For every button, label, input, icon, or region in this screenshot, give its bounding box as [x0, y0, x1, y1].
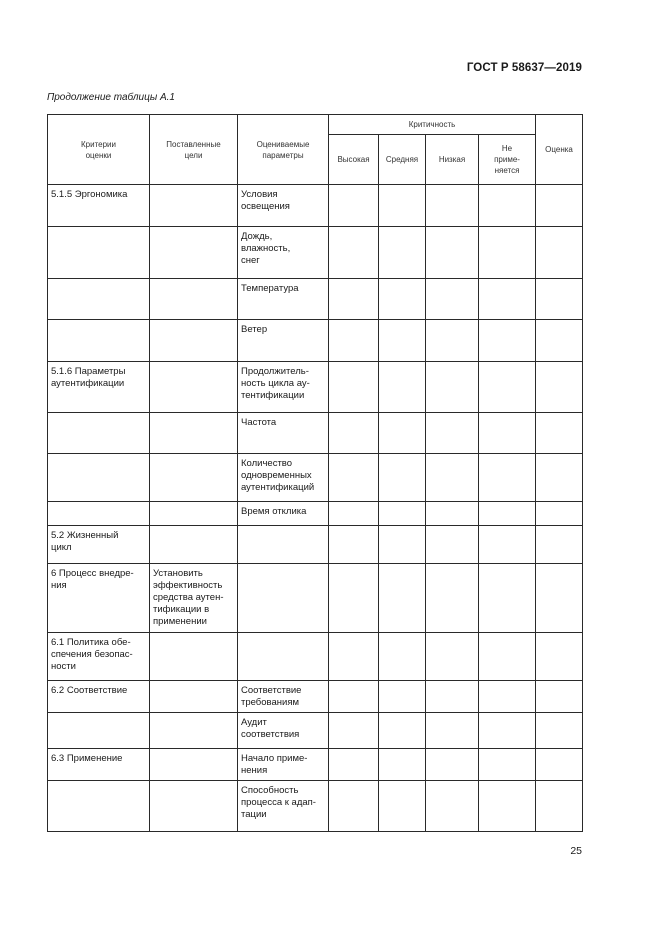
params-cell: [238, 454, 329, 502]
not-applicable-cell: [479, 681, 536, 713]
not-applicable-cell: [479, 227, 536, 279]
low-cell: [426, 279, 479, 320]
table-row: [48, 279, 583, 320]
criteria-cell: [48, 454, 150, 502]
high-cell: [329, 633, 379, 681]
high-cell: [329, 185, 379, 227]
criteria-cell-text: 6.3 Применение: [51, 753, 123, 764]
assessment-cell: [536, 185, 583, 227]
goals-cell: [150, 227, 238, 279]
low-cell: [426, 227, 479, 279]
medium-cell: [379, 749, 426, 781]
goals-cell: [150, 413, 238, 454]
params-cell: [238, 526, 329, 564]
assessment-cell: [536, 279, 583, 320]
medium-cell: [379, 227, 426, 279]
table-row: [48, 633, 583, 681]
params-cell-text: Температура: [241, 283, 299, 294]
low-cell: [426, 526, 479, 564]
goals-cell: [150, 362, 238, 413]
goals-cell-text: [150, 749, 237, 755]
medium-cell: [379, 681, 426, 713]
medium-cell: [379, 781, 426, 832]
params-cell-text: Время отклика: [241, 506, 307, 517]
low-cell: [426, 681, 479, 713]
page-number: 25: [570, 845, 582, 857]
low-cell: [426, 320, 479, 362]
params-cell-text: Количество одновременных аутентификаций: [241, 458, 315, 493]
not-applicable-cell: [479, 526, 536, 564]
high-cell: [329, 713, 379, 749]
not-applicable-cell: [479, 185, 536, 227]
goals-cell-text: [150, 781, 237, 787]
params-cell-text: [238, 526, 328, 532]
high-cell: [329, 749, 379, 781]
not-applicable-cell: [479, 781, 536, 832]
params-cell: [238, 564, 329, 633]
assessment-cell: [536, 502, 583, 526]
table-row: [48, 564, 583, 633]
table-row: [48, 526, 583, 564]
assessment-cell: [536, 413, 583, 454]
table-row: [48, 781, 583, 832]
table-row: [48, 502, 583, 526]
goals-cell: [150, 713, 238, 749]
high-cell: [329, 227, 379, 279]
params-cell-text: [238, 633, 328, 639]
goals-cell: [150, 185, 238, 227]
goals-cell: [150, 279, 238, 320]
criteria-cell-text: [48, 320, 149, 326]
criteria-cell-text: 6 Процесс внедре- ния: [51, 568, 134, 591]
params-cell-text: [238, 564, 328, 570]
criteria-cell: [48, 413, 150, 454]
params-cell: [238, 413, 329, 454]
goals-cell: [150, 320, 238, 362]
criteria-cell-text: [48, 713, 149, 719]
header-low: Низкая: [426, 135, 479, 185]
assessment-cell: [536, 454, 583, 502]
params-cell-text: Продолжитель- ность цикла ау- тентификации: [241, 366, 310, 401]
low-cell: [426, 362, 479, 413]
medium-cell: [379, 633, 426, 681]
criteria-cell: [48, 681, 150, 713]
criteria-cell-text: [48, 413, 149, 419]
goals-cell: [150, 526, 238, 564]
table-row: [48, 413, 583, 454]
criteria-cell: [48, 502, 150, 526]
table-row: [48, 227, 583, 279]
assessment-cell: [536, 713, 583, 749]
goals-cell-text: [150, 633, 237, 639]
params-cell: [238, 681, 329, 713]
table-row: [48, 454, 583, 502]
low-cell: [426, 502, 479, 526]
criteria-cell: [48, 320, 150, 362]
header-params: Оцениваемые параметры: [238, 115, 329, 185]
params-cell-text: Аудит соответствия: [241, 717, 300, 740]
high-cell: [329, 279, 379, 320]
goals-cell-text: [150, 362, 237, 368]
criteria-cell: [48, 227, 150, 279]
assessment-cell: [536, 362, 583, 413]
document-code: ГОСТ Р 58637—2019: [466, 62, 582, 74]
assessment-cell: [536, 526, 583, 564]
medium-cell: [379, 362, 426, 413]
criteria-cell: [48, 633, 150, 681]
params-cell-text: Дождь, влажность, снег: [241, 231, 291, 266]
low-cell: [426, 749, 479, 781]
goals-cell-text: [150, 502, 237, 508]
header-medium: Средняя: [379, 135, 426, 185]
params-cell: [238, 362, 329, 413]
params-cell-text: Способность процесса к адап- тации: [241, 785, 316, 820]
assessment-cell: [536, 633, 583, 681]
criteria-cell: [48, 564, 150, 633]
medium-cell: [379, 185, 426, 227]
medium-cell: [379, 279, 426, 320]
low-cell: [426, 713, 479, 749]
low-cell: [426, 564, 479, 633]
criteria-cell-text: 6.2 Соответствие: [51, 685, 128, 696]
medium-cell: [379, 413, 426, 454]
assessment-cell: [536, 681, 583, 713]
criteria-cell-text: 5.1.5 Эргономика: [51, 189, 128, 200]
criteria-cell-text: 5.1.6 Параметры аутентификации: [51, 366, 126, 389]
high-cell: [329, 362, 379, 413]
goals-cell-text: [150, 279, 237, 285]
high-cell: [329, 320, 379, 362]
header-criteria: Критерии оценки: [48, 115, 150, 185]
table-row: [48, 681, 583, 713]
not-applicable-cell: [479, 320, 536, 362]
high-cell: [329, 781, 379, 832]
not-applicable-cell: [479, 454, 536, 502]
params-cell: [238, 227, 329, 279]
not-applicable-cell: [479, 713, 536, 749]
params-cell-text: Частота: [241, 417, 277, 428]
low-cell: [426, 633, 479, 681]
params-cell-text: Условия освещения: [241, 189, 290, 212]
table-row: [48, 749, 583, 781]
params-cell: [238, 713, 329, 749]
evaluation-table: [47, 114, 583, 832]
header-goals: Поставленные цели: [150, 115, 238, 185]
goals-cell-text: [150, 413, 237, 419]
high-cell: [329, 454, 379, 502]
low-cell: [426, 413, 479, 454]
params-cell: [238, 781, 329, 832]
criteria-cell: [48, 362, 150, 413]
params-cell: [238, 633, 329, 681]
goals-cell-text: [150, 185, 237, 191]
assessment-cell: [536, 227, 583, 279]
table-body: [48, 185, 583, 832]
not-applicable-cell: [479, 633, 536, 681]
goals-cell: [150, 564, 238, 633]
goals-cell: [150, 633, 238, 681]
criteria-cell: [48, 749, 150, 781]
not-applicable-cell: [479, 279, 536, 320]
not-applicable-cell: [479, 502, 536, 526]
goals-cell: [150, 749, 238, 781]
low-cell: [426, 454, 479, 502]
goals-cell: [150, 681, 238, 713]
goals-cell-text: [150, 454, 237, 460]
assessment-cell: [536, 781, 583, 832]
goals-cell-text: [150, 320, 237, 326]
medium-cell: [379, 713, 426, 749]
medium-cell: [379, 320, 426, 362]
low-cell: [426, 185, 479, 227]
high-cell: [329, 526, 379, 564]
table-row: [48, 362, 583, 413]
goals-cell-text: [150, 713, 237, 719]
criteria-cell-text: [48, 781, 149, 787]
table-row: [48, 320, 583, 362]
not-applicable-cell: [479, 413, 536, 454]
medium-cell: [379, 502, 426, 526]
header-high: Высокая: [329, 135, 379, 185]
medium-cell: [379, 454, 426, 502]
criteria-cell-text: 6.1 Политика обе- спечения безопас- ности: [51, 637, 133, 672]
not-applicable-cell: [479, 564, 536, 633]
params-cell: [238, 502, 329, 526]
criteria-cell: [48, 781, 150, 832]
criteria-cell: [48, 279, 150, 320]
table-caption: Продолжение таблицы А.1: [47, 92, 175, 103]
high-cell: [329, 502, 379, 526]
params-cell: [238, 279, 329, 320]
goals-cell-text: [150, 681, 237, 687]
table-row: [48, 713, 583, 749]
params-cell: [238, 185, 329, 227]
not-applicable-cell: [479, 362, 536, 413]
params-cell: [238, 320, 329, 362]
header-not-applicable: Не приме- няется: [479, 135, 536, 185]
criteria-cell-text: [48, 279, 149, 285]
assessment-cell: [536, 320, 583, 362]
medium-cell: [379, 526, 426, 564]
high-cell: [329, 681, 379, 713]
goals-cell: [150, 454, 238, 502]
params-cell: [238, 749, 329, 781]
criteria-cell-text: [48, 227, 149, 233]
medium-cell: [379, 564, 426, 633]
criteria-cell: [48, 526, 150, 564]
criteria-cell-text: [48, 502, 149, 508]
high-cell: [329, 413, 379, 454]
assessment-cell: [536, 564, 583, 633]
params-cell-text: Соответствие требованиям: [241, 685, 302, 708]
low-cell: [426, 781, 479, 832]
assessment-cell: [536, 749, 583, 781]
goals-cell-text: Установить эффективность средства аутен- тификации в применении: [153, 568, 224, 627]
criteria-cell: [48, 185, 150, 227]
criteria-cell: [48, 713, 150, 749]
not-applicable-cell: [479, 749, 536, 781]
goals-cell-text: [150, 526, 237, 532]
params-cell-text: Начало приме- нения: [241, 753, 308, 776]
goals-cell: [150, 502, 238, 526]
goals-cell-text: [150, 227, 237, 233]
criteria-cell-text: [48, 454, 149, 460]
header-assessment: Оценка: [536, 115, 583, 185]
goals-cell: [150, 781, 238, 832]
header-criticality: Критичность: [329, 115, 536, 135]
table-row: [48, 185, 583, 227]
criteria-cell-text: 5.2 Жизненный цикл: [51, 530, 119, 553]
params-cell-text: Ветер: [241, 324, 268, 335]
high-cell: [329, 564, 379, 633]
